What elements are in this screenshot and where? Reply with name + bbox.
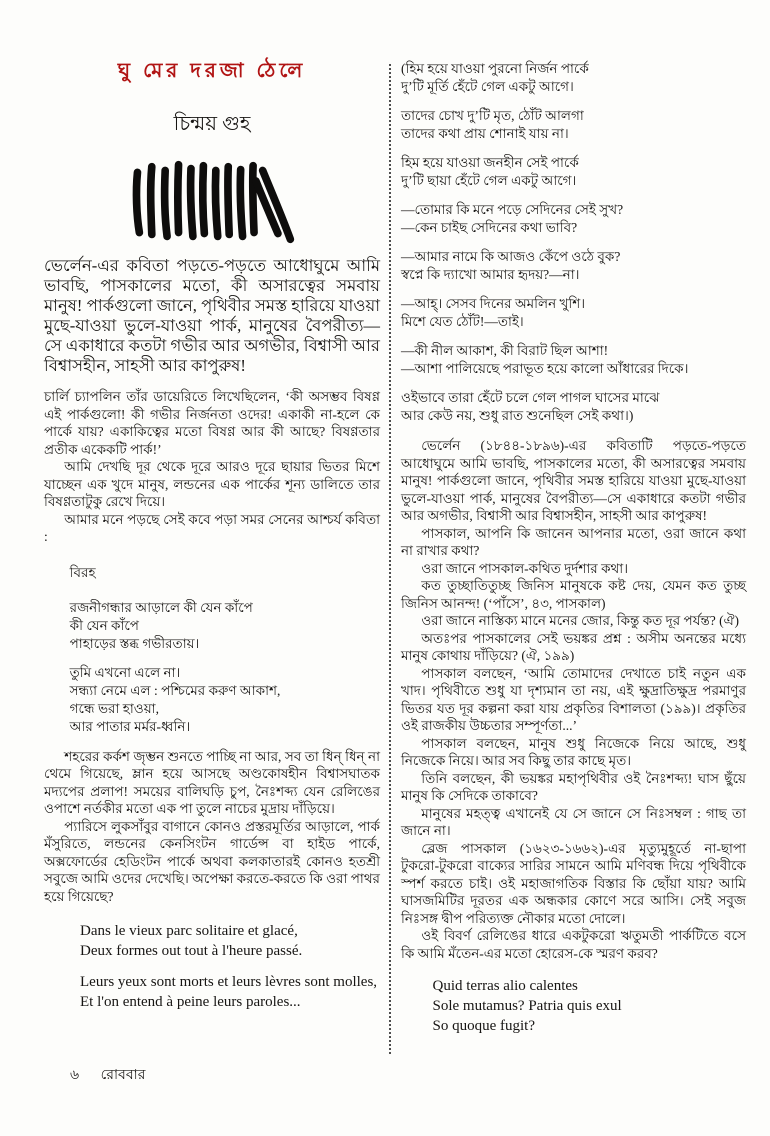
translation-line: দু’টি মূর্তি হেঁটে গেল একটু আগে।	[401, 79, 574, 94]
body-paragraph: পাসকাল বলছেন, ‘আমি তোমাদের দেখাতে চাই নতুন এক খাদ। পৃথিবীতে শুধু যা দৃশ্যমান তা নয়, এই ক্ষুদ্রাতিক্ষুদ্র পরমাণুর ভিতর যত দূর কল্পনা করা যায় প্রকৃতির বিশালতা (১৯৯)। প্রকৃতির ওই রাজকীয় উচ্চতার সম্পূর্ণতা...’	[401, 665, 746, 733]
latin-quote-line: So quoque fugit?	[432, 1018, 535, 1034]
body-paragraph: অতঃপর পাসকালের সেই ভয়ঙ্কর প্রশ্ন : অসীম অনন্তের মধ্যে মানুষ কোথায় দাঁড়িয়ে? (ঐ, ১৯৯)	[401, 630, 746, 663]
translation-line: —আশা পালিয়েছে পরাভূত হয়ে কালো আঁধারের দিকে।	[401, 361, 689, 376]
french-quote-line: Deux formes out tout à l'heure passé.	[80, 943, 303, 959]
stanza-gap	[80, 961, 380, 972]
translation-line: আর কেউ নয়, শুধু রাত শুনেছিল সেই কথা।)	[401, 408, 634, 423]
paragraph-chaplin: চার্লি চ্যাপলিন তাঁর ডায়েরিতে লিখেছিলেন, ‘কী অসম্ভব বিষণ্ণ এই পার্কগুলো! কী গভীর নির্জনতা ওদের! একাকী না-হলে কে পার্কে যায়? একাকিত্বের মতো বিষণ্ণ আর কী আছে? বিষণ্ণতার প্রতীক একেকটি পার্ক!’	[44, 389, 380, 457]
latin-quote-line: Sole mutamus? Patria quis exul	[432, 998, 622, 1014]
translation-line: তাদের চোখ দু’টি মৃত, ঠোঁট আলগা	[401, 108, 584, 123]
body-paragraph: ওরা জানে পাসকাল-কথিত দুর্দশার কথা।	[421, 560, 629, 576]
poem-line: গন্ধে ভরা হাওয়া,	[69, 700, 159, 716]
translation-line: —কী নীল আকাশ, কী বিরাট ছিল আশা!	[401, 343, 609, 358]
translation-line: তাদের কথা প্রায় শোনাই যায় না।	[401, 126, 569, 141]
translation-line: —আমার নামে কি আজও কেঁপে ওঠে বুক?	[401, 249, 621, 264]
french-quote-line: Et l'on entend à peine leurs paroles...	[80, 994, 301, 1010]
stanza-gap	[401, 143, 746, 154]
translation-line: ওইভাবে তারা হেঁটে চলে গেল পাগল ঘাসের মাঝে	[401, 390, 660, 405]
page-footer	[70, 1063, 145, 1087]
latin-quote-line: Quid terras alio calentes	[432, 978, 578, 994]
body-paragraph: ব্লেজ পাসকাল (১৬২৩-১৬৬২)-এর মৃত্যুমুহূর্তে না-ছাপা টুকরো-টুকরো বাক্যের সারির সামনে আমি মণিবন্ধ দিয়ে পৃথিবীকে স্পর্শ করতে চাই। ওই মহাজাগতিক বিস্তার কি ছোঁয়া যায়? আমি ঘাসজমিটির দূরতর এক অন্ধকার কোণে সরে আসি। সেই সবুজ নিঃসঙ্গ দ্বীপ পরিত্যক্ত নৌকার মতো দোলে।	[401, 840, 746, 926]
paragraph-paris: প্যারিসে লুকসাঁবুর বাগানে কোনও প্রস্তরমূর্তির আড়ালে, পার্ক মঁসুরিতে, লন্ডনের কেনসিংটন গার্ডেন্স বা হাইড পার্কে, অক্সফোর্ডের হেডিংটন পার্কে অথবা কলকাতারই কোনও হতশ্রী সবুজে আমি ওদের দেখেছি। অপেক্ষা করতে-করতে কি ওরা পাথর হয়ে গিয়েছে?	[44, 818, 380, 904]
translation-line: —আহ্‌। সেসব দিনের অমলিন খুশি।	[401, 296, 586, 311]
body-paragraph: ভের্লেন (১৮৪৪-১৮৯৬)-এর কবিতাটি পড়তে-পড়তে আধোঘুমে আমি ভাবছি, পাসকালের মতো, কী অসারত্বের সমবায় মানুষ! পার্কগুলো জানে, পৃথিবীর সমস্ত হারিয়ে যাওয়া মুছে-যাওয়া ভুলে-যাওয়া পার্ক, মানুষের বৈপরীত্য—সে একাধারে কতটা গভীর আর অগভীর, বিশ্বাসী আর বিশ্বাসহীন, সাহসী আর কাপুরুষ!	[401, 438, 746, 523]
paragraph-shadow: আমি দেখছি দূর থেকে দূরে আরও দূরে ছায়ার ভিতর মিশে যাচ্ছেন এক খুদে মানুষ, লন্ডনের এক পার্কের শূন্য ডালিতে তার বিষণ্ণতাটুকু রেখে দিয়ে।	[44, 459, 380, 509]
translation-line: হিম হয়ে যাওয়া জনহীন সেই পার্কে	[401, 155, 579, 170]
body-paragraph: তিনি বলছেন, কী ভয়ঙ্কর মহাপৃথিবীর ওই নৈঃশব্দ্য! ঘাস ছুঁয়ে মানুষ কি সেদিকে তাকাবে?	[401, 770, 746, 803]
body-paragraph: পাসকাল, আপনি কি জানেন আপনার মতো, ওরা জানে কথা না রাখার কথা?	[401, 525, 746, 558]
stanza-gap	[401, 331, 746, 342]
lead-paragraph: ভের্লেন-এর কবিতা পড়তে-পড়তে আধোঘুমে আমি ভাবছি, পাসকালের মতো, কী অসারত্বের সমবায় মানুষ! পার্কগুলো জানে, পৃথিবীর সমস্ত হারিয়ে যাওয়া মুছে-যাওয়া ভুলে-যাওয়া পার্ক, মানুষের বৈপরীত্য—সে একাধারে কতটা গভীর আর অগভীর, বিশ্বাসী আর বিশ্বাসহীন, সাহসী আর কাপুরুষ!	[44, 256, 380, 375]
right-column	[401, 56, 746, 1036]
stanza-gap	[401, 190, 746, 201]
poem-line: পাহাড়ের স্তব্ধ গভীরতায়।	[69, 635, 200, 651]
french-quote	[80, 921, 380, 1012]
stanza-gap	[70, 653, 380, 664]
translation-line: (হিম হয়ে যাওয়া পুরনো নির্জন পার্কে	[401, 61, 589, 76]
stanza-gap	[401, 237, 746, 248]
column-divider	[389, 64, 391, 1054]
body-paragraph: ওই বিবর্ণ রেলিঙের ধারে একটুকরো ঋতুমতী পার্কটিতে বসে কি আমি মঁতেন-এর মতো হোরেস-কে স্মরণ করব?	[401, 928, 746, 961]
author-name: চিন্ময় গুহ	[173, 113, 251, 135]
footer-page-number: ৬	[70, 1068, 80, 1083]
poem-line: আর পাতার মর্মর-ধ্বনি।	[69, 718, 191, 734]
stanza-gap	[401, 96, 746, 107]
poem-line: তুমি এখনো এলে না।	[69, 664, 181, 680]
translation-line: দু’টি ছায়া হেঁটে গেল একটু আগে।	[401, 173, 577, 188]
page-title: ঘু মের দরজা ঠেলে	[117, 60, 307, 82]
verlaine-translation-poem	[401, 60, 746, 425]
french-quote-line: Leurs yeux sont morts et leurs lèvres sont molles,	[80, 974, 378, 990]
poem-line: সন্ধ্যা নেমে এল : পশ্চিমের করুণ আকাশ,	[69, 682, 281, 698]
body-paragraph: ওরা জানে নাস্তিক্য মানে মনের জোর, কিন্তু কত দূর পর্যন্ত? (ঐ)	[421, 613, 740, 628]
poem-line: রজনীগন্ধার আড়ালে কী যেন কাঁপে	[69, 599, 253, 615]
brush-strokes-artwork	[126, 158, 298, 246]
essay-paragraphs	[401, 437, 746, 962]
translation-line: স্বপ্নে কি দ্যাখো আমার হৃদয়?—না।	[401, 267, 580, 282]
left-column	[44, 56, 380, 1012]
translation-line: মিশে যেত ঠোঁট!—তাই।	[401, 314, 524, 329]
translation-line: —কেন চাইছ সেদিনের কথা ভাবি?	[401, 220, 578, 235]
latin-quote	[433, 976, 747, 1036]
footer-magazine-name: রোববার	[100, 1068, 146, 1083]
two-column-layout	[44, 56, 746, 1054]
translation-line: —তোমার কি মনে পড়ে সেদিনের সেই সুখ?	[401, 202, 624, 217]
paragraph-memory: আমার মনে পড়ছে সেই কবে পড়া সমর সেনের আশ্চর্য কবিতা :	[44, 511, 380, 544]
poem-title: বিরহ	[69, 564, 96, 580]
body-paragraph: মানুষের মহত্ত্ব এখানেই যে সে জানে সে নিঃসম্বল : গাছ তা জানে না।	[401, 805, 746, 838]
poem-biraha	[70, 599, 380, 736]
paragraph-city: শহরের কর্কশ জৃম্ভন শুনতে পাচ্ছি না আর, সব তা ধিন্‌ ধিন্‌ না থেমে গিয়েছে, ম্লান হয়ে আসছে অণ্ডকোষহীন বিশ্বাসঘাতক মদ্যপের প্রলাপ! সময়ের বালিঘড়ি চুপ, নৈঃশব্দ্য যেন রেলিঙের ওপাশে নর্তকীর মতো এক পা তুলে নাচের মুদ্রায় দাঁড়িয়ে।	[44, 748, 380, 816]
body-paragraph: পাসকাল বলছেন, মানুষ শুধু নিজেকে নিয়ে আছে, শুধু নিজেকে নিয়ে। আর সব কিছু তার কাছে মৃত।	[401, 735, 746, 768]
stanza-gap	[401, 284, 746, 295]
stanza-gap	[401, 378, 746, 389]
body-paragraph: কত তুচ্ছাতিতুচ্ছ জিনিস মানুষকে কষ্ট দেয়, যেমন কত তুচ্ছ জিনিস আনন্দ! (‘পাঁসে’, ৪৩, পাসকাল)	[401, 578, 746, 611]
french-quote-line: Dans le vieux parc solitaire et glacé,	[80, 923, 298, 939]
poem-line: কী যেন কাঁপে	[69, 617, 139, 633]
